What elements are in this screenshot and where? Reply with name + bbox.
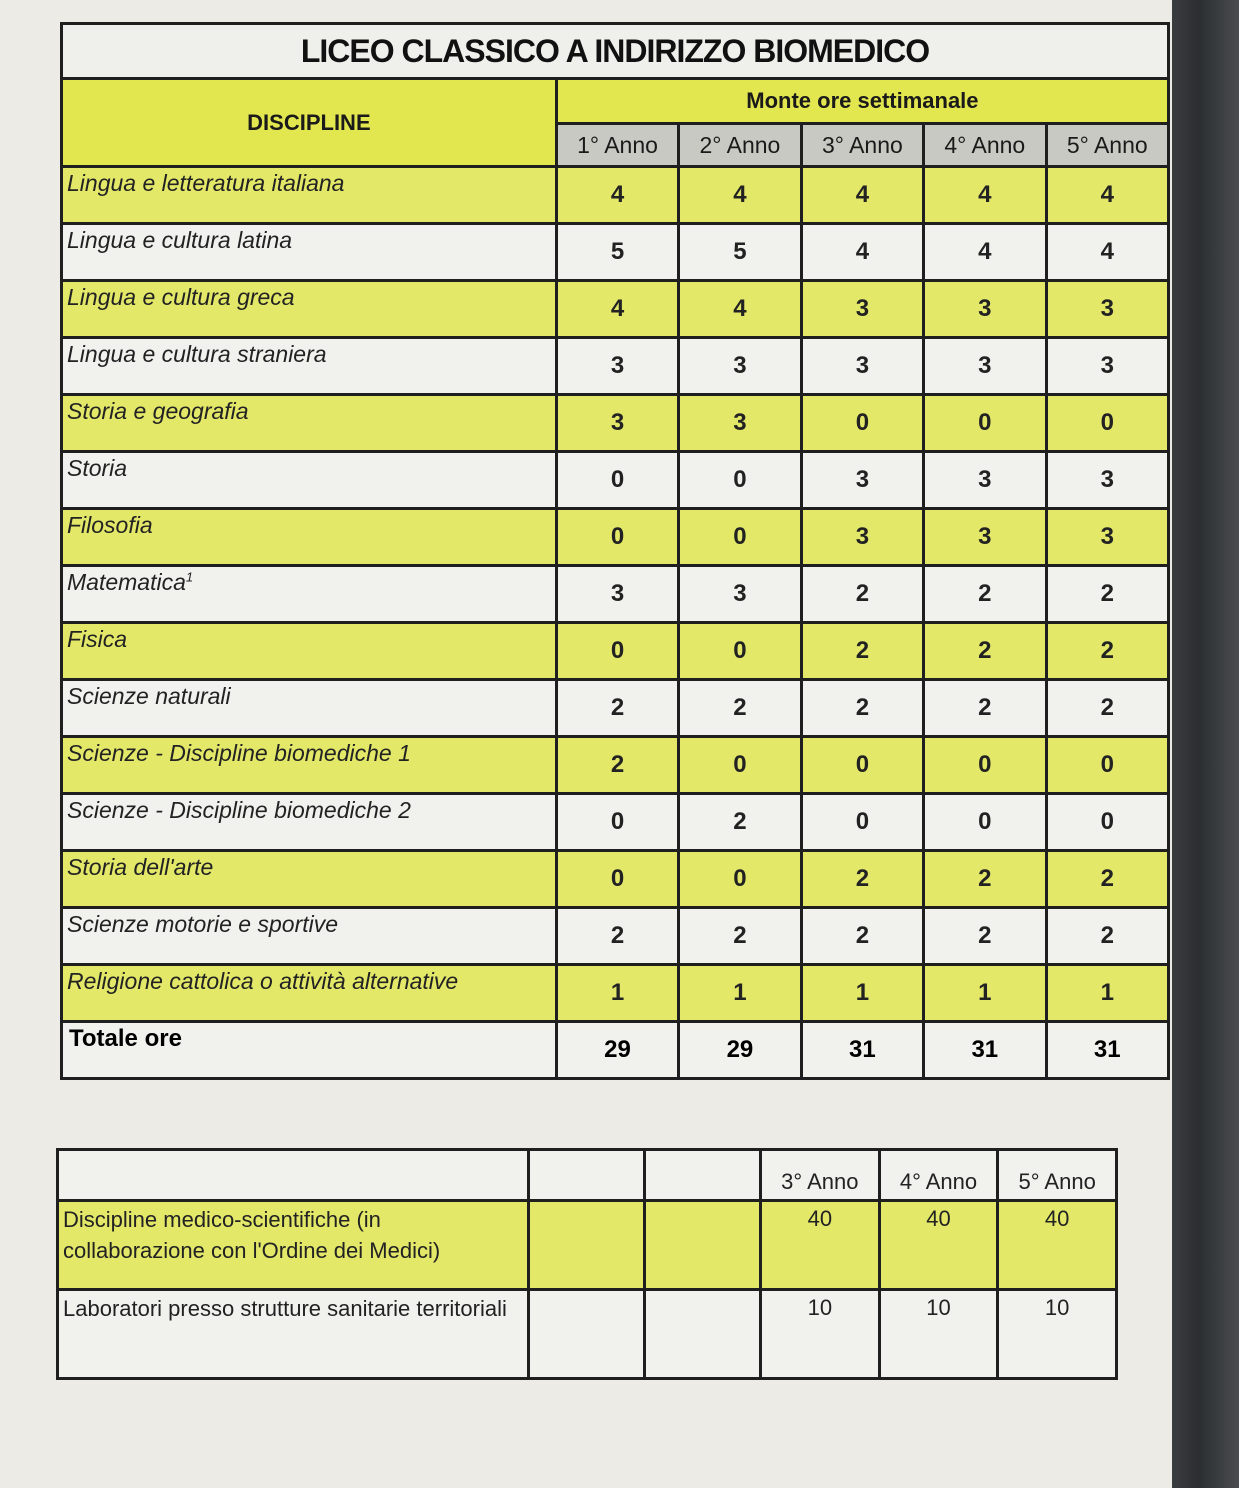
- year-header: 3° Anno: [801, 124, 923, 167]
- hours-cell: 3: [1046, 509, 1168, 566]
- hours-cell: 3: [801, 452, 923, 509]
- hours-cell: 3: [924, 338, 1046, 395]
- subject-row: [62, 452, 1169, 509]
- hours-cell: 4: [1046, 167, 1168, 224]
- hours-cell: 3: [924, 452, 1046, 509]
- subject-label: Scienze - Discipline biomediche 1: [67, 740, 411, 766]
- hours-cell: 3: [1046, 281, 1168, 338]
- hours-cell: 1: [556, 965, 678, 1022]
- hours-cell: 3: [1046, 452, 1168, 509]
- extra-empty-cell: [529, 1201, 645, 1290]
- subject-label: Storia e geografia: [67, 398, 249, 424]
- subject-label: Religione cattolica o attività alternative: [67, 968, 459, 994]
- hours-cell: 0: [801, 395, 923, 452]
- hours-cell: 0: [679, 452, 801, 509]
- subject-name: [62, 281, 557, 338]
- extra-year-header: 4° Anno: [879, 1150, 998, 1201]
- year-header: 1° Anno: [556, 124, 678, 167]
- extra-empty-cell: [529, 1290, 645, 1379]
- subject-label: Lingua e cultura straniera: [67, 341, 327, 367]
- subject-row: [62, 338, 1169, 395]
- subject-row: [62, 224, 1169, 281]
- subject-name: [62, 338, 557, 395]
- subject-label: Scienze motorie e sportive: [67, 911, 339, 937]
- hours-cell: 0: [924, 737, 1046, 794]
- hours-cell: 2: [556, 680, 678, 737]
- hours-cell: 2: [924, 566, 1046, 623]
- hours-cell: 2: [679, 680, 801, 737]
- subject-row: [62, 623, 1169, 680]
- hours-cell: 0: [924, 395, 1046, 452]
- hours-cell: 4: [679, 167, 801, 224]
- hours-cell: 2: [801, 623, 923, 680]
- total-hours-cell: 29: [556, 1022, 678, 1079]
- extra-hours-cell: 40: [879, 1201, 998, 1290]
- hours-cell: 0: [679, 509, 801, 566]
- subject-label: Filosofia: [67, 512, 153, 538]
- extra-year-header: 3° Anno: [761, 1150, 880, 1201]
- hours-cell: 0: [801, 737, 923, 794]
- extra-header-blank: [58, 1150, 529, 1201]
- hours-cell: 2: [556, 908, 678, 965]
- subject-label: Lingua e cultura greca: [67, 284, 295, 310]
- subject-row: [62, 851, 1169, 908]
- hours-cell: 2: [924, 851, 1046, 908]
- hours-cell: 4: [1046, 224, 1168, 281]
- hours-cell: 4: [556, 281, 678, 338]
- extra-empty-cell: [645, 1201, 761, 1290]
- total-hours-cell: 31: [924, 1022, 1046, 1079]
- hours-cell: 4: [801, 167, 923, 224]
- hours-cell: 3: [1046, 338, 1168, 395]
- subject-name: [62, 680, 557, 737]
- hours-cell: 2: [1046, 623, 1168, 680]
- extra-activity-label: Discipline medico-scientifiche (in collaborazione con l'Ordine dei Medici): [58, 1201, 529, 1290]
- hours-cell: 0: [556, 851, 678, 908]
- hours-cell: 2: [1046, 566, 1168, 623]
- hours-cell: 2: [1046, 680, 1168, 737]
- subject-row: [62, 737, 1169, 794]
- year-header: 2° Anno: [679, 124, 801, 167]
- total-label: Totale ore: [62, 1022, 557, 1079]
- total-hours-cell: 31: [801, 1022, 923, 1079]
- hours-cell: 3: [801, 338, 923, 395]
- subject-row: [62, 680, 1169, 737]
- subject-label: Matematica: [67, 569, 186, 595]
- hours-cell: 3: [924, 509, 1046, 566]
- hours-cell: 4: [679, 281, 801, 338]
- subject-label: Storia: [67, 455, 128, 481]
- subject-name: [62, 509, 557, 566]
- hours-cell: 0: [801, 794, 923, 851]
- hours-cell: 1: [1046, 965, 1168, 1022]
- hours-cell: 3: [679, 395, 801, 452]
- hours-cell: 4: [924, 167, 1046, 224]
- subject-label: Lingua e letteratura italiana: [67, 170, 345, 196]
- hours-cell: 3: [801, 509, 923, 566]
- subject-name: [62, 224, 557, 281]
- hours-cell: 0: [1046, 395, 1168, 452]
- extra-header-blank: [645, 1150, 761, 1201]
- extra-row: [58, 1290, 1117, 1379]
- subject-name: [62, 794, 557, 851]
- hours-cell: 4: [924, 224, 1046, 281]
- extra-year-header: 5° Anno: [998, 1150, 1117, 1201]
- subject-name: [62, 566, 557, 623]
- subject-row: [62, 509, 1169, 566]
- page-title: LICEO CLASSICO A INDIRIZZO BIOMEDICO: [62, 24, 1169, 79]
- disciplines-header: DISCIPLINE: [62, 79, 557, 167]
- hours-cell: 1: [801, 965, 923, 1022]
- total-row: [62, 1022, 1169, 1079]
- hours-cell: 2: [801, 908, 923, 965]
- hours-cell: 3: [801, 281, 923, 338]
- extra-hours-cell: 40: [998, 1201, 1117, 1290]
- extra-hours-cell: 40: [761, 1201, 880, 1290]
- subject-row: [62, 965, 1169, 1022]
- hours-cell: 0: [556, 623, 678, 680]
- hours-cell: 4: [801, 224, 923, 281]
- extra-row: [58, 1201, 1117, 1290]
- subject-name: [62, 452, 557, 509]
- hours-cell: 0: [556, 452, 678, 509]
- hours-cell: 1: [679, 965, 801, 1022]
- hours-cell: 2: [1046, 908, 1168, 965]
- subject-name: [62, 965, 557, 1022]
- subject-row: [62, 281, 1169, 338]
- subject-name: [62, 623, 557, 680]
- subject-name: [62, 851, 557, 908]
- extra-activity-label: Laboratori presso strutture sanitarie territoriali: [58, 1290, 529, 1379]
- hours-cell: 1: [924, 965, 1046, 1022]
- extra-hours-cell: 10: [879, 1290, 998, 1379]
- hours-cell: 2: [924, 908, 1046, 965]
- subject-name: [62, 167, 557, 224]
- curriculum-table: [60, 22, 1170, 1080]
- extra-header-blank: [529, 1150, 645, 1201]
- hours-cell: 2: [924, 623, 1046, 680]
- subject-label: Scienze naturali: [67, 683, 231, 709]
- subject-name: [62, 737, 557, 794]
- hours-cell: 0: [1046, 737, 1168, 794]
- hours-cell: 3: [679, 338, 801, 395]
- hours-cell: 2: [679, 794, 801, 851]
- year-header: 4° Anno: [924, 124, 1046, 167]
- total-hours-cell: 31: [1046, 1022, 1168, 1079]
- hours-cell: 2: [556, 737, 678, 794]
- extra-hours-cell: 10: [998, 1290, 1117, 1379]
- hours-cell: 2: [924, 680, 1046, 737]
- hours-cell: 0: [556, 509, 678, 566]
- hours-cell: 0: [679, 737, 801, 794]
- subject-row: [62, 794, 1169, 851]
- subject-label: Scienze - Discipline biomediche 2: [67, 797, 411, 823]
- subject-name: [62, 908, 557, 965]
- hours-cell: 3: [556, 395, 678, 452]
- hours-cell: 0: [679, 623, 801, 680]
- subject-row: [62, 395, 1169, 452]
- subject-label: Storia dell'arte: [67, 854, 214, 880]
- hours-cell: 5: [679, 224, 801, 281]
- subject-row: [62, 566, 1169, 623]
- hours-cell: 0: [679, 851, 801, 908]
- hours-cell: 2: [679, 908, 801, 965]
- hours-cell: 0: [556, 794, 678, 851]
- hours-cell: 2: [801, 851, 923, 908]
- hours-cell: 3: [556, 338, 678, 395]
- hours-cell: 2: [801, 680, 923, 737]
- subject-row: [62, 167, 1169, 224]
- subject-name: [62, 395, 557, 452]
- hours-cell: 4: [556, 167, 678, 224]
- monitor-bezel: [1172, 0, 1239, 1488]
- hours-cell: 0: [1046, 794, 1168, 851]
- subject-label: Fisica: [67, 626, 128, 652]
- hours-cell: 0: [924, 794, 1046, 851]
- subject-label: Lingua e cultura latina: [67, 227, 293, 253]
- hours-cell: 5: [556, 224, 678, 281]
- extra-hours-cell: 10: [761, 1290, 880, 1379]
- hours-cell: 3: [556, 566, 678, 623]
- hours-cell: 2: [801, 566, 923, 623]
- extra-empty-cell: [645, 1290, 761, 1379]
- year-header: 5° Anno: [1046, 124, 1168, 167]
- subject-row: [62, 908, 1169, 965]
- hours-cell: 2: [1046, 851, 1168, 908]
- hours-cell: 3: [924, 281, 1046, 338]
- extra-header-row: [58, 1150, 1117, 1201]
- total-hours-cell: 29: [679, 1022, 801, 1079]
- weekly-hours-header: Monte ore settimanale: [556, 79, 1168, 124]
- extra-activities-table: [56, 1148, 1118, 1380]
- footnote-marker: 1: [185, 569, 194, 585]
- hours-cell: 3: [679, 566, 801, 623]
